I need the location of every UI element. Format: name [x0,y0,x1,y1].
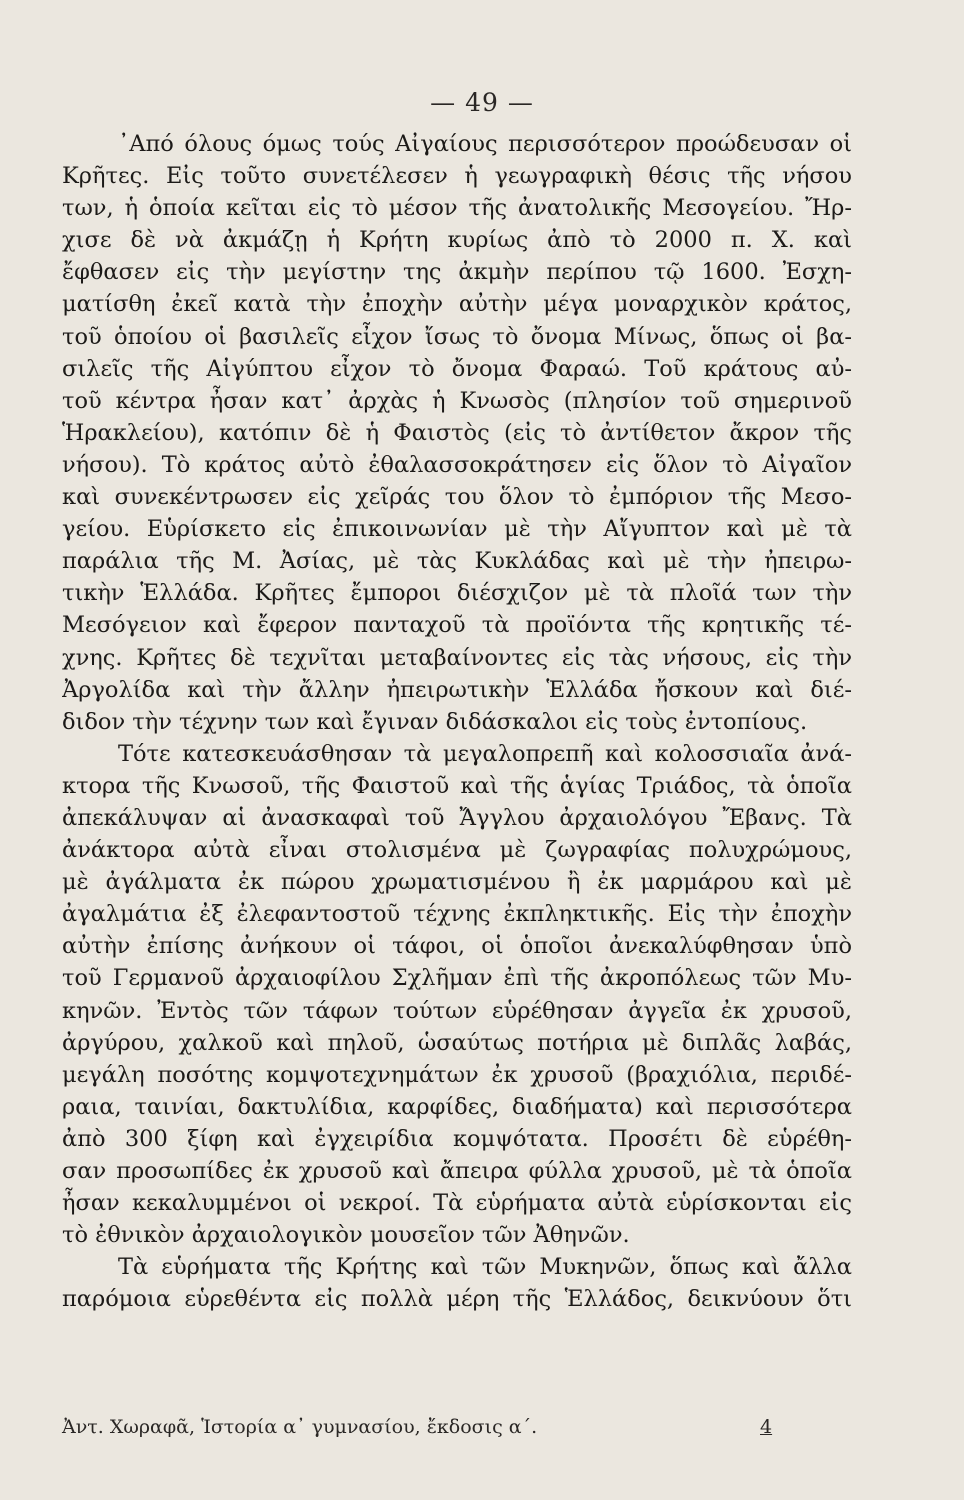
text-line: κτορα τῆς Κνωσοῦ, τῆς Φαιστοῦ καὶ τῆς ἁγίας Τριάδος, τὰ ὁποῖα [62,772,852,799]
text-line: μεγάλη ποσότης κομψοτεχνημάτων ἐκ χρυσοῦ (βραχιόλια, περιδέ- [62,1061,852,1088]
text-line: χισε δὲ νὰ ἀκμάζῃ ἡ Κρήτη κυρίως ἀπὸ τὸ 2000 π. Χ. καὶ [62,227,852,254]
signature-mark: 4 [760,1416,773,1438]
text-line: τοῦ ὁποίου οἱ βασιλεῖς εἶχον ἴσως τὸ ὄνομα Μίνως, ὅπως οἱ βα- [62,323,852,350]
text-line: παρόμοια εὑρεθέντα εἰς πολλὰ μέρη τῆς Ἑλλάδος, δεικνύουν ὅτι [62,1286,852,1313]
text-line: ματίσθη ἐκεῖ κατὰ τὴν ἐποχὴν αὐτὴν μέγα μοναρχικὸν κράτος, [62,291,852,318]
text-line: σιλεῖς τῆς Αἰγύπτου εἶχον τὸ ὄνομα Φαραώ. Τοῦ κράτους αὐ- [62,355,852,382]
text-line: ἔφθασεν εἰς τὴν μεγίστην της ἀκμὴν περίπου τῷ 1600. Ἐσχη- [62,259,852,286]
text-line: Ἡρακλείου), κατόπιν δὲ ἡ Φαιστὸς (εἰς τὸ ἀντίθετον ἄκρον τῆς [62,419,852,446]
text-line: Ἀργολίδα καὶ τὴν ἄλλην ἠπειρωτικὴν Ἑλλάδα ἤσκουν καὶ διέ- [62,676,852,703]
text-line: αὐτὴν ἐπίσης ἀνήκουν οἱ τάφοι, οἱ ὁποῖοι ἀνεκαλύφθησαν ὑπὸ [62,933,852,960]
body-text [62,128,852,1315]
text-line: ραια, ταινίαι, δακτυλίδια, καρφίδες, διαδήματα) καὶ περισσότερα [62,1093,852,1120]
text-line: Μεσόγειον καὶ ἔφερον πανταχοῦ τὰ προϊόντα τῆς κρητικῆς τέ- [62,612,852,639]
text-line: μὲ ἀγάλματα ἐκ πώρου χρωματισμένου ἢ ἐκ μαρμάρου καὶ μὲ [62,869,852,896]
paragraph [62,128,852,738]
text-line: ἀνάκτορα αὐτὰ εἶναι στολισμένα μὲ ζωγραφίας πολυχρώμους, [62,837,852,864]
text-line: τοῦ κέντρα ἦσαν κατ᾽ ἀρχὰς ἡ Κνωσὸς (πλησίον τοῦ σημερινοῦ [62,387,852,414]
text-line: γείου. Εὑρίσκετο εἰς ἐπικοινωνίαν μὲ τὴν Αἴγυπτον καὶ μὲ τὰ [62,516,852,543]
text-line: κηνῶν. Ἐντὸς τῶν τάφων τούτων εὑρέθησαν ἀγγεῖα ἐκ χρυσοῦ, [62,997,852,1024]
text-line: χνης. Κρῆτες δὲ τεχνῖται μεταβαίνοντες εἰς τὰς νήσους, εἰς τὴν [62,644,852,671]
text-line: Τὰ εὑρήματα τῆς Κρήτης καὶ τῶν Μυκηνῶν, ὅπως καὶ ἄλλα [118,1254,852,1281]
footer-citation: Ἀντ. Χωραφᾶ, Ἱστορία α᾽ γυμνασίου, ἔκδοσις α΄. [62,1416,538,1438]
text-line: ᾿Από όλους όμως τούς Αἰγαίους περισσότερον προώδευσαν οἱ [118,131,852,157]
page-number: — 49 — [430,88,534,117]
text-line: ἀγαλμάτια ἐξ ἐλεφαντοστοῦ τέχνης ἐκπληκτικῆς. Εἰς τὴν ἐποχὴν [62,901,852,928]
text-line: διδον τὴν τέχνην των καὶ ἔγιναν διδάσκαλοι εἰς τοὺς ἐντοπίους. [62,708,808,735]
text-line: Κρῆτες. Εἰς τοῦτο συνετέλεσεν ἡ γεωγραφικὴ θέσις τῆς νήσου [62,163,852,190]
text-line: Τότε κατεσκευάσθησαν τὰ μεγαλοπρεπῆ καὶ κολοσσιαῖα ἀνά- [118,740,852,767]
paragraph [62,738,852,1252]
text-line: παράλια τῆς Μ. Ἀσίας, μὲ τὰς Κυκλάδας καὶ μὲ τὴν ἠπειρω- [62,548,852,575]
text-line: τοῦ Γερμανοῦ ἀρχαιοφίλου Σχλῆμαν ἐπὶ τῆς ἀκροπόλεως τῶν Μυ- [62,965,852,992]
text-line: σαν προσωπίδες ἐκ χρυσοῦ καὶ ἄπειρα φύλλα χρυσοῦ, μὲ τὰ ὁποῖα [62,1158,852,1184]
text-line: νήσου). Τὸ κράτος αὐτὸ ἐθαλασσοκράτησεν εἰς ὅλον τὸ Αἰγαῖον [62,451,852,478]
text-line: ἀπὸ 300 ξίφη καὶ ἐγχειρίδια κομψότατα. Προσέτι δὲ εὑρέθη- [62,1125,852,1152]
paragraph [62,1251,852,1315]
text-line: των, ἡ ὁποία κεῖται εἰς τὸ μέσον τῆς ἀνατολικῆς Μεσογείου. Ἤρ- [62,195,852,222]
text-line: καὶ συνεκέντρωσεν εἰς χεῖράς του ὅλον τὸ ἐμπόριον τῆς Μεσο- [62,484,852,511]
text-line: τικὴν Ἑλλάδα. Κρῆτες ἔμποροι διέσχιζον μὲ τὰ πλοῖά των τὴν [62,580,852,607]
text-line: ἀργύρου, χαλκοῦ καὶ πηλοῦ, ὡσαύτως ποτήρια μὲ διπλᾶς λαβάς, [62,1029,852,1056]
text-line: ἦσαν κεκαλυμμένοι οἱ νεκροί. Τὰ εὑρήματα αὐτὰ εὑρίσκονται εἰς [62,1190,852,1217]
text-line: ἀπεκάλυψαν αἱ ἀνασκαφαὶ τοῦ Ἄγγλου ἀρχαιολόγου Ἔβανς. Τὰ [62,804,852,831]
text-line: τὸ ἐθνικὸν ἀρχαιολογικὸν μουσεῖον τῶν Ἀθηνῶν. [62,1222,630,1249]
